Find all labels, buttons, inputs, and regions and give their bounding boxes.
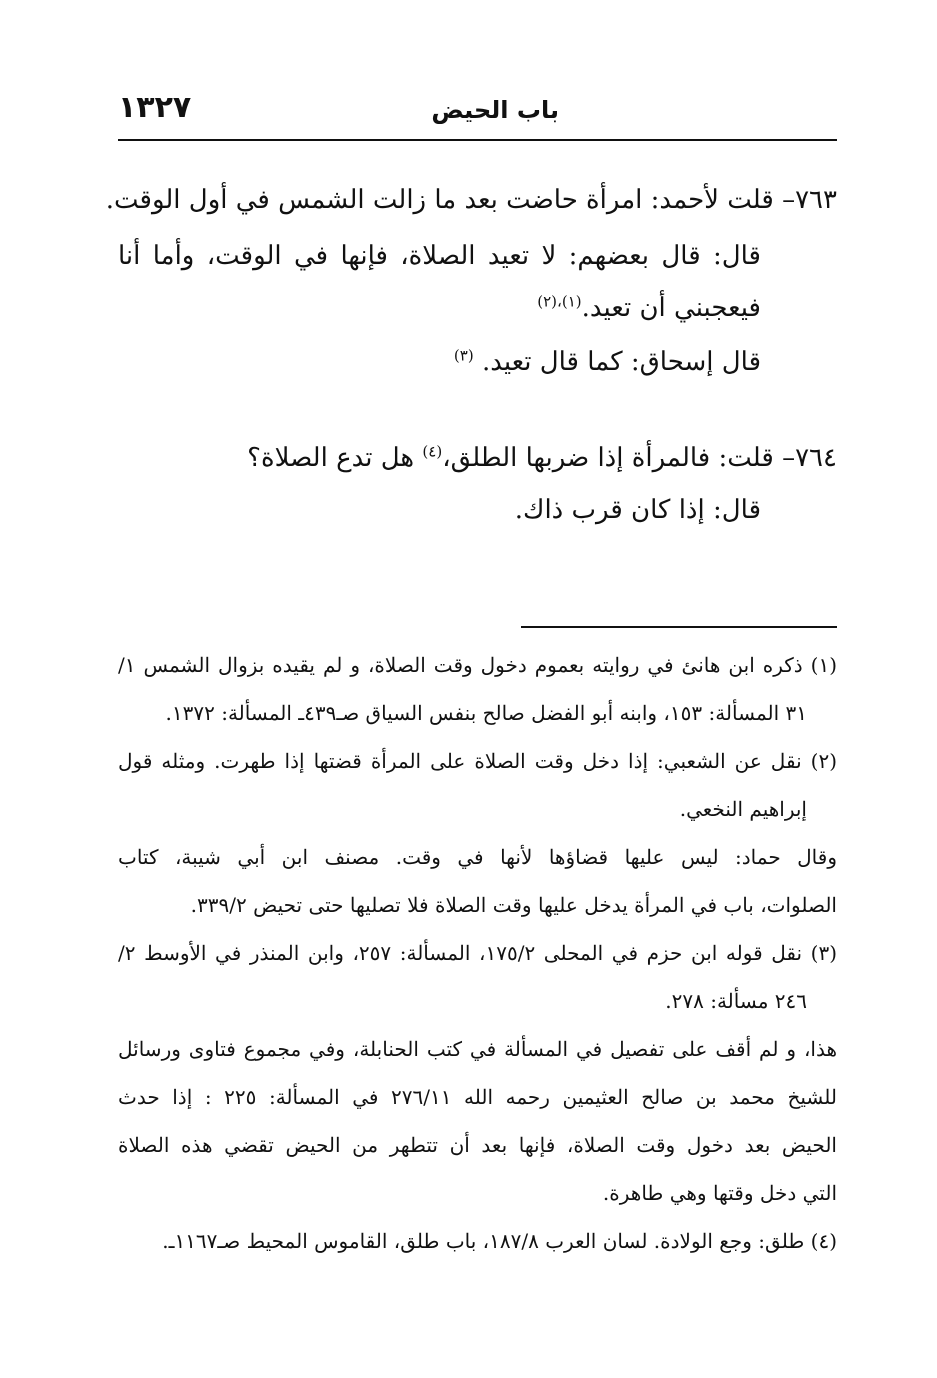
footnote-3-line-6: التي دخل وقتها وهي طاهرة.	[602, 1181, 837, 1205]
footnote-1-line-2: ٣١ المسألة: ١٥٣، وابنه أبو الفضل صالح بنفس السياق صـ٤٣٩ـ المسألة: ١٣٧٢.	[165, 701, 807, 725]
footnote-4-line-1: (٤) طلق: وجع الولادة. لسان العرب ١٨٧/٨، باب طلق، القاموس المحيط صـ١١٦٧ـ.	[162, 1229, 837, 1253]
footnote-3-line-1: (٣) نقل قوله ابن حزم في المحلى ١٧٥/٢، المسألة: ٢٥٧، وابن المنذر في الأوسط ٢/	[118, 941, 837, 965]
footnote-1-line-1: (١) ذكره ابن هانئ في روايته بعموم دخول وقت الصلاة، و لم يقيده بزوال الشمس ١/	[118, 653, 837, 677]
footnotes	[118, 652, 837, 1254]
footnote-3-line-2: ٢٤٦ مسألة: ٢٧٨.	[665, 989, 807, 1013]
footnote-3-line-3: هذا، و لم أقف على تفصيل في المسألة في كتب الحنابلة، وفي مجموع فتاوى ورسائل	[118, 1037, 837, 1061]
answer-763-line-3	[118, 346, 837, 378]
answer-764: قال: إذا كان قرب ذاك.	[514, 495, 761, 525]
question-764-text-b: هل تدع الصلاة؟	[247, 443, 423, 473]
footnote-2-line-1: (٢) نقل عن الشعبي: إذا دخل وقت الصلاة على المرأة قضتها إذا طهرت. ومثله قول	[118, 749, 837, 773]
chapter-title: باب الحيض	[431, 96, 559, 124]
question-764-text-a: ٧٦٤– قلت: فالمرأة إذا ضربها الطلق،	[442, 443, 837, 473]
main-text	[105, 176, 837, 526]
question-763: ٧٦٣– قلت لأحمد: امرأة حاضت بعد ما زالت الشمس في أول الوقت.	[105, 185, 837, 215]
answer-763-line-2	[118, 292, 837, 324]
question-764	[118, 442, 837, 474]
page-number: ١٣٢٧	[118, 90, 192, 125]
footnote-separator	[521, 626, 837, 628]
answer-763-line-1: قال: قال بعضهم: لا تعيد الصلاة، فإنها في الوقت، وأما أنا	[118, 241, 761, 271]
footnote-ref-3[interactable]: (٣)	[453, 346, 474, 365]
footnote-3-line-4: للشيخ محمد بن صالح العثيمين رحمه الله ٢٧٦/١١ في المسألة: ٢٢٥ : إذا حدث	[118, 1085, 837, 1109]
footnote-2-line-2: إبراهيم النخعي.	[679, 797, 807, 821]
answer-763-line-2-text: فيعجبني أن تعيد.	[581, 293, 761, 323]
header-rule	[118, 139, 837, 141]
footnote-ref-1-2[interactable]: (١)،(٢)	[537, 292, 582, 311]
page-header	[118, 88, 837, 132]
footnote-ref-4[interactable]: (٤)	[422, 442, 443, 461]
footnote-3-line-5: الحيض بعد دخول وقت الصلاة، فإنها بعد أن تتطهر من الحيض تقضي هذه الصلاة	[118, 1133, 837, 1157]
footnote-2-line-3: وقال حماد: ليس عليها قضاؤها لأنها في وقت. مصنف ابن أبي شيبة، كتاب	[118, 845, 837, 869]
footnote-2-line-4: الصلوات، باب في المرأة يدخل عليها وقت الصلاة فلا تصليها حتى تحيض ٣٣٩/٢.	[190, 893, 837, 917]
answer-763-line-3-text: قال إسحاق: كما قال تعيد.	[481, 347, 761, 377]
